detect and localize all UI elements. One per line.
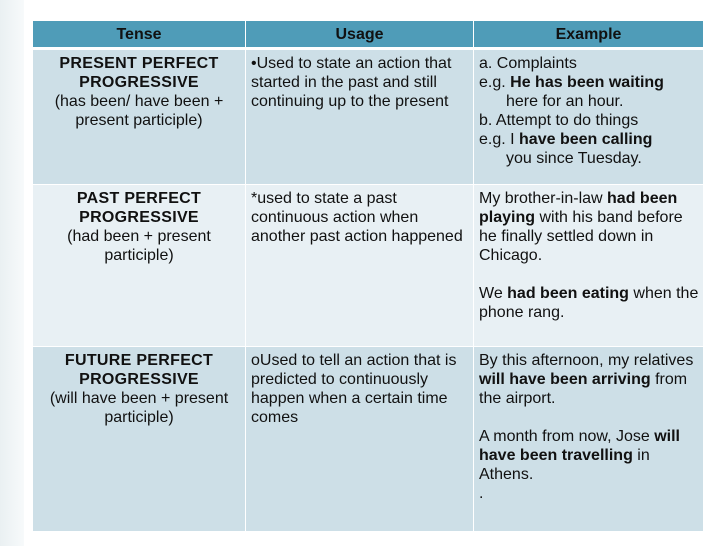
example-bold: will have been travelling xyxy=(479,428,680,464)
table-row xyxy=(33,185,704,347)
usage-cell: oUsed to tell an action that is predicted to continuously happen when a certain time comes xyxy=(246,347,474,532)
usage-cell: *used to state a past continuous action when another past action happened xyxy=(246,185,474,347)
example-cell: My brother-in-law had been playing with his band before he finally settled down in Chicago. We had been eating when the phone rang. xyxy=(474,185,704,347)
tense-cell xyxy=(33,185,246,347)
example-bold: have been calling xyxy=(519,131,653,148)
header-tense: Tense xyxy=(33,21,246,49)
tense-table xyxy=(32,20,704,532)
tense-form: (has been/ have been + present participle) xyxy=(54,93,224,129)
tense-form: (will have been + present participle) xyxy=(49,390,229,426)
header-example: Example xyxy=(474,21,704,49)
example-b-label: b. Attempt to do things xyxy=(479,112,639,129)
tense-cell xyxy=(33,347,246,532)
example-bold: will have been arriving xyxy=(479,371,651,388)
example-bold: had been playing xyxy=(479,190,678,226)
slide-left-bar xyxy=(0,0,24,546)
header-row xyxy=(33,21,704,49)
tense-name: PAST PERFECT PROGRESSIVE xyxy=(76,190,202,226)
tense-name: PRESENT PERFECT PROGRESSIVE xyxy=(59,55,219,91)
usage-cell: •Used to state an action that started in the past and still continuing up to the present xyxy=(246,49,474,185)
table-row xyxy=(33,347,704,532)
tense-name: FUTURE PERFECT PROGRESSIVE xyxy=(64,352,214,388)
example-cell: By this afternoon, my relatives will have been arriving from the airport. A month from now, Jose will have been travelling in Athens. . xyxy=(474,347,704,532)
example-bold: had been eating xyxy=(507,285,629,302)
tense-cell xyxy=(33,49,246,185)
example-cell: a. Complaints e.g. He has been waiting here for an hour. b. Attempt to do things e.g. I have been calling you since Tuesday. xyxy=(474,49,704,185)
tense-form: (had been + present participle) xyxy=(67,228,211,264)
header-usage: Usage xyxy=(246,21,474,49)
example-bold: He has been waiting xyxy=(510,74,664,91)
example-a-label: a. Complaints xyxy=(479,55,577,72)
table-row xyxy=(33,49,704,185)
